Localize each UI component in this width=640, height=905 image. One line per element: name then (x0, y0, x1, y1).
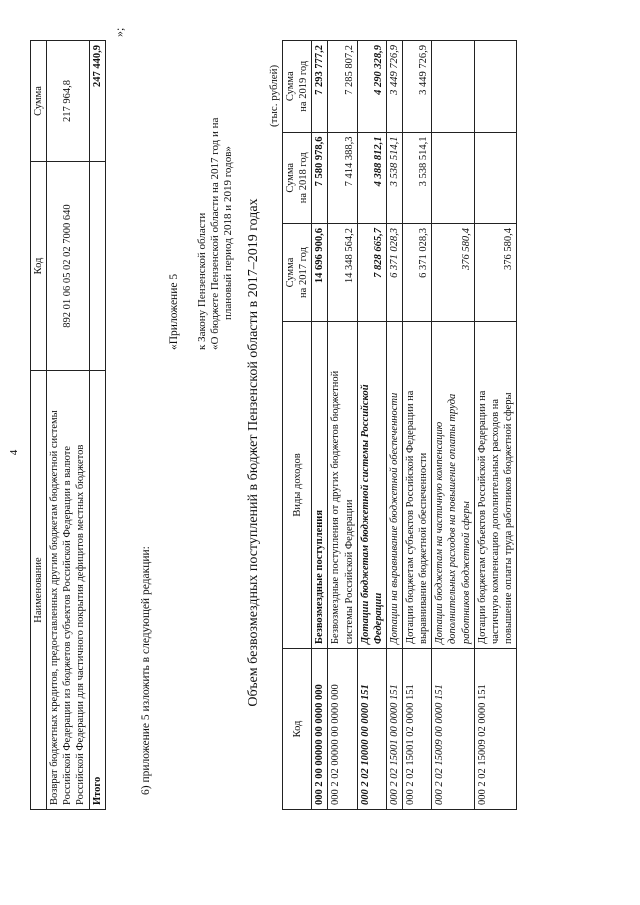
total-code-empty (89, 162, 105, 371)
row-name-line: Российской Федерации из бюджетов субъектов Российской Федерации в валюте (62, 445, 74, 805)
row-name-line: Безвозмездные поступления от других бюджетов бюджетной (330, 370, 342, 644)
row-value-2018 (432, 132, 474, 224)
table-row (386, 41, 402, 810)
row-value-2018: 7 580 978,6 (312, 132, 328, 224)
row-name-line: системы Российской Федерации (343, 499, 355, 644)
row-name-line: Безвозмездные поступления (314, 509, 326, 644)
row-name-line: частичную компенсацию дополнительных расходов на (489, 398, 501, 644)
row-code: 892 01 06 05 02 02 7000 640 (47, 162, 89, 371)
row-code: 000 2 02 15009 02 0000 151 (474, 649, 516, 810)
row-value-2017: 6 371 028,3 (386, 224, 402, 322)
row-name (47, 371, 89, 810)
page-number: 4 (8, 449, 20, 456)
col-header-sum: Сумма (31, 41, 47, 162)
col-header-name: Наименование (31, 371, 47, 810)
row-value-2019: 3 449 726,9 (386, 41, 402, 133)
header-line: на 2017 год (298, 247, 310, 298)
total-suffix: »; (112, 27, 126, 37)
repayment-table (30, 40, 106, 810)
appendix-line: плановый период 2018 и 2019 годов» (222, 146, 234, 320)
row-code: 000 2 02 15009 00 0000 151 (432, 649, 474, 810)
row-value-2018: 7 414 388,3 (328, 132, 357, 224)
header-line: на 2018 год (298, 152, 310, 204)
row-code: 000 2 02 15001 00 0000 151 (386, 649, 402, 810)
units-label: (тыс. рублей) (268, 64, 280, 127)
row-name (386, 322, 402, 649)
row-value-2019: 3 449 726,9 (403, 41, 432, 133)
row-name-line: Российской Федерации для частичного покрытия дефицитов местных бюджетов (75, 444, 87, 805)
row-value-2017: 6 371 028,3 (403, 224, 432, 322)
row-name (357, 322, 386, 649)
col-header-2017 (283, 224, 312, 322)
row-name (432, 322, 474, 649)
table-row (312, 41, 328, 810)
col-header-code: Код (283, 649, 312, 810)
header-line: Сумма (285, 162, 296, 193)
row-name (403, 322, 432, 649)
appendix-reference (196, 118, 235, 350)
document-heading: Объем безвозмездных поступлений в бюджет Пензенской области в 2017–2019 годах (246, 198, 261, 707)
row-name (328, 322, 357, 649)
row-value-2019: 4 290 328,9 (357, 41, 386, 133)
appendix-title: «Приложение 5 (168, 273, 180, 350)
col-header-2018 (283, 132, 312, 224)
row-value-2019 (474, 41, 516, 133)
row-value-2017: 14 696 900,6 (312, 224, 328, 322)
table-row (474, 41, 516, 810)
row-value-2017: 7 828 665,7 (357, 224, 386, 322)
row-name-line: Дотации бюджетам бюджетной системы Российской (359, 384, 371, 644)
appendix-line: «О бюджете Пензенской области на 2017 год и на (209, 117, 221, 350)
table-header-row (283, 41, 312, 810)
revenue-table (282, 40, 517, 810)
row-value-2018 (474, 132, 516, 224)
row-value-2017: 376 580,4 (432, 224, 474, 322)
row-value-2018: 3 538 514,1 (403, 132, 432, 224)
row-name-line: Дотации бюджетам на частичную компенсацию (434, 421, 446, 644)
col-header-2019 (283, 41, 312, 133)
total-row (89, 41, 105, 810)
header-line: Сумма (285, 71, 296, 102)
row-code: 000 2 00 00000 00 0000 000 (312, 649, 328, 810)
appendix-line: к Закону Пензенской области (196, 212, 208, 350)
row-code: 000 2 02 00000 00 0000 000 (328, 649, 357, 810)
row-value-2017: 14 348 564,2 (328, 224, 357, 322)
table-row (47, 41, 89, 810)
row-name-line: Федерации (372, 592, 384, 644)
header-line: Сумма (285, 257, 296, 288)
amendment-text: 6) приложение 5 изложить в следующей редакции: (140, 546, 152, 795)
row-value-2019 (432, 41, 474, 133)
row-value-2019: 7 285 807,2 (328, 41, 357, 133)
row-name-line: Дотации бюджетам субъектов Российской Федерации на (476, 390, 488, 644)
col-header-code: Код (31, 162, 47, 371)
row-value-2018: 3 538 514,1 (386, 132, 402, 224)
row-code: 000 2 02 10000 00 0000 151 (357, 649, 386, 810)
row-name-line: Дотации бюджетам субъектов Российской Федерации на (405, 390, 416, 644)
row-name (474, 322, 516, 649)
row-name-line: Дотации на выравнивание бюджетной обеспеченности (388, 392, 400, 644)
row-name (312, 322, 328, 649)
row-name-line: дополнительных расходов на повышение оплаты труда (447, 393, 459, 644)
row-name-line: выравнивание бюджетной обеспеченности (418, 452, 430, 644)
header-line: на 2019 год (298, 60, 310, 112)
table-row (328, 41, 357, 810)
table-row (357, 41, 386, 810)
row-value-2017: 376 580,4 (474, 224, 516, 322)
row-value-2019: 7 293 777,2 (312, 41, 328, 133)
table-row (432, 41, 474, 810)
total-label: Итого (89, 371, 105, 810)
row-code: 000 2 02 15001 02 0000 151 (403, 649, 432, 810)
col-header-type: Виды доходов (283, 322, 312, 649)
row-value-2018: 4 388 812,1 (357, 132, 386, 224)
total-sum: 247 440,9 (89, 41, 105, 162)
row-sum: 217 964,8 (47, 41, 89, 162)
row-name-line: повышение оплаты труда работников бюджетной сферы (502, 392, 514, 644)
row-name-line: Возврат бюджетных кредитов, предоставленных другим бюджетам бюджетной системы (49, 410, 61, 805)
table-row (403, 41, 432, 810)
revenue-table-body (312, 41, 517, 810)
row-name-line: работников бюджетной сферы (460, 501, 472, 644)
